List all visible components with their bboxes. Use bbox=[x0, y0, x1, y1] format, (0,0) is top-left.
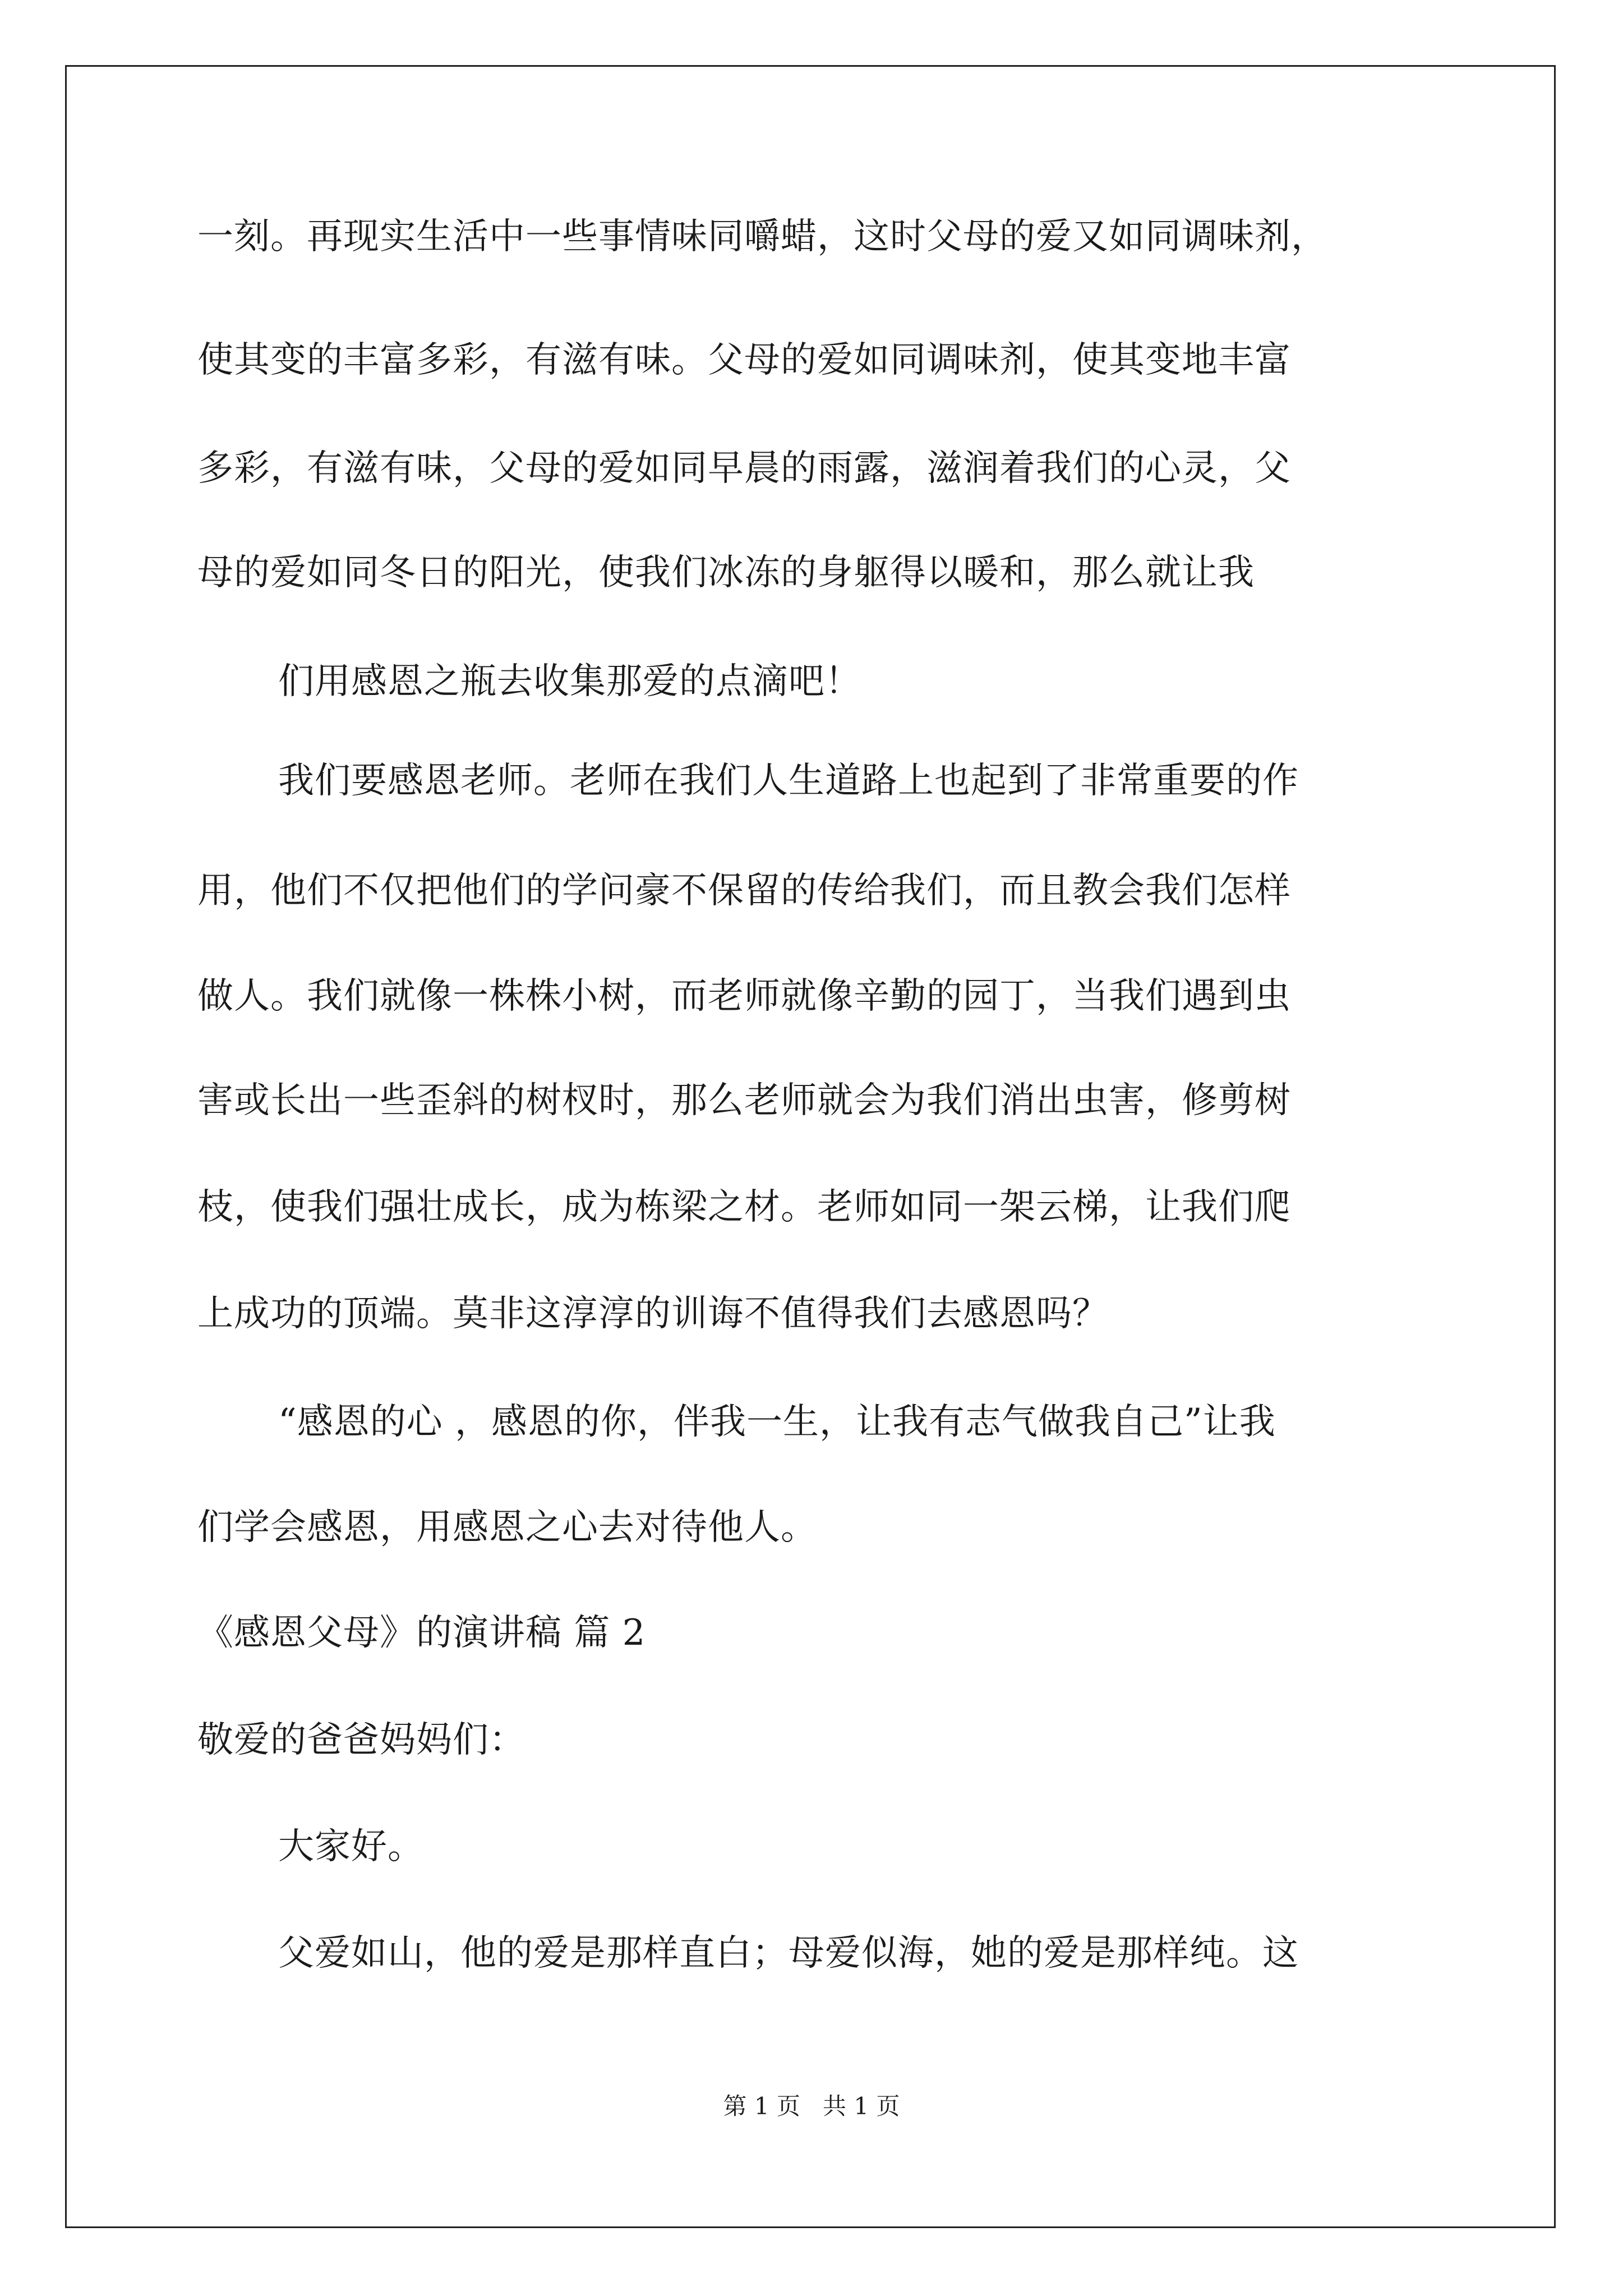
page-border bbox=[65, 65, 1556, 2228]
body-line: 用，他们不仅把他们的学问豪不保留的传给我们，而且教会我们怎样 bbox=[197, 870, 1291, 912]
body-line: 父爱如山，他的爱是那样直白；母爱似海，她的爱是那样纯。这 bbox=[278, 1932, 1299, 1974]
body-line: 我们要感恩老师。老师在我们人生道路上也起到了非常重要的作 bbox=[278, 760, 1299, 802]
body-line: 使其变的丰富多彩，有滋有味。父母的爱如同调味剂，使其变地丰富 bbox=[197, 339, 1291, 381]
page-footer: 第 1 页 共 1 页 bbox=[723, 2092, 900, 2120]
body-line: 母的爱如同冬日的阳光，使我们冰冻的身躯得以暖和，那么就让我 bbox=[197, 552, 1255, 593]
body-line: 们学会感恩，用感恩之心去对待他人。 bbox=[197, 1507, 817, 1548]
body-line: 一刻。再现实生活中一些事情味同嚼蜡，这时父母的爱又如同调味剂， bbox=[197, 216, 1327, 257]
body-line: 枝，使我们强壮成长，成为栋梁之材。老师如同一架云梯，让我们爬 bbox=[197, 1186, 1291, 1228]
body-line: 多彩，有滋有味，父母的爱如同早晨的雨露，滋润着我们的心灵，父 bbox=[197, 448, 1291, 489]
section-heading: 《感恩父母》的演讲稿 篇 2 bbox=[197, 1612, 646, 1654]
body-line: 做人。我们就像一株株小树，而老师就像辛勤的园丁，当我们遇到虫 bbox=[197, 976, 1291, 1017]
body-line: 害或长出一些歪斜的树杈时，那么老师就会为我们消出虫害，修剪树 bbox=[197, 1080, 1291, 1121]
body-line: “感恩的心 ，感恩的你，伴我一生，让我有志气做我自己”让我 bbox=[278, 1401, 1276, 1443]
body-line: 们用感恩之瓶去收集那爱的点滴吧！ bbox=[278, 661, 861, 702]
salutation: 敬爱的爸爸妈妈们： bbox=[197, 1719, 525, 1761]
greeting: 大家好。 bbox=[278, 1826, 424, 1867]
body-line: 上成功的顶端。莫非这淳淳的训诲不值得我们去感恩吗？ bbox=[197, 1293, 1109, 1335]
